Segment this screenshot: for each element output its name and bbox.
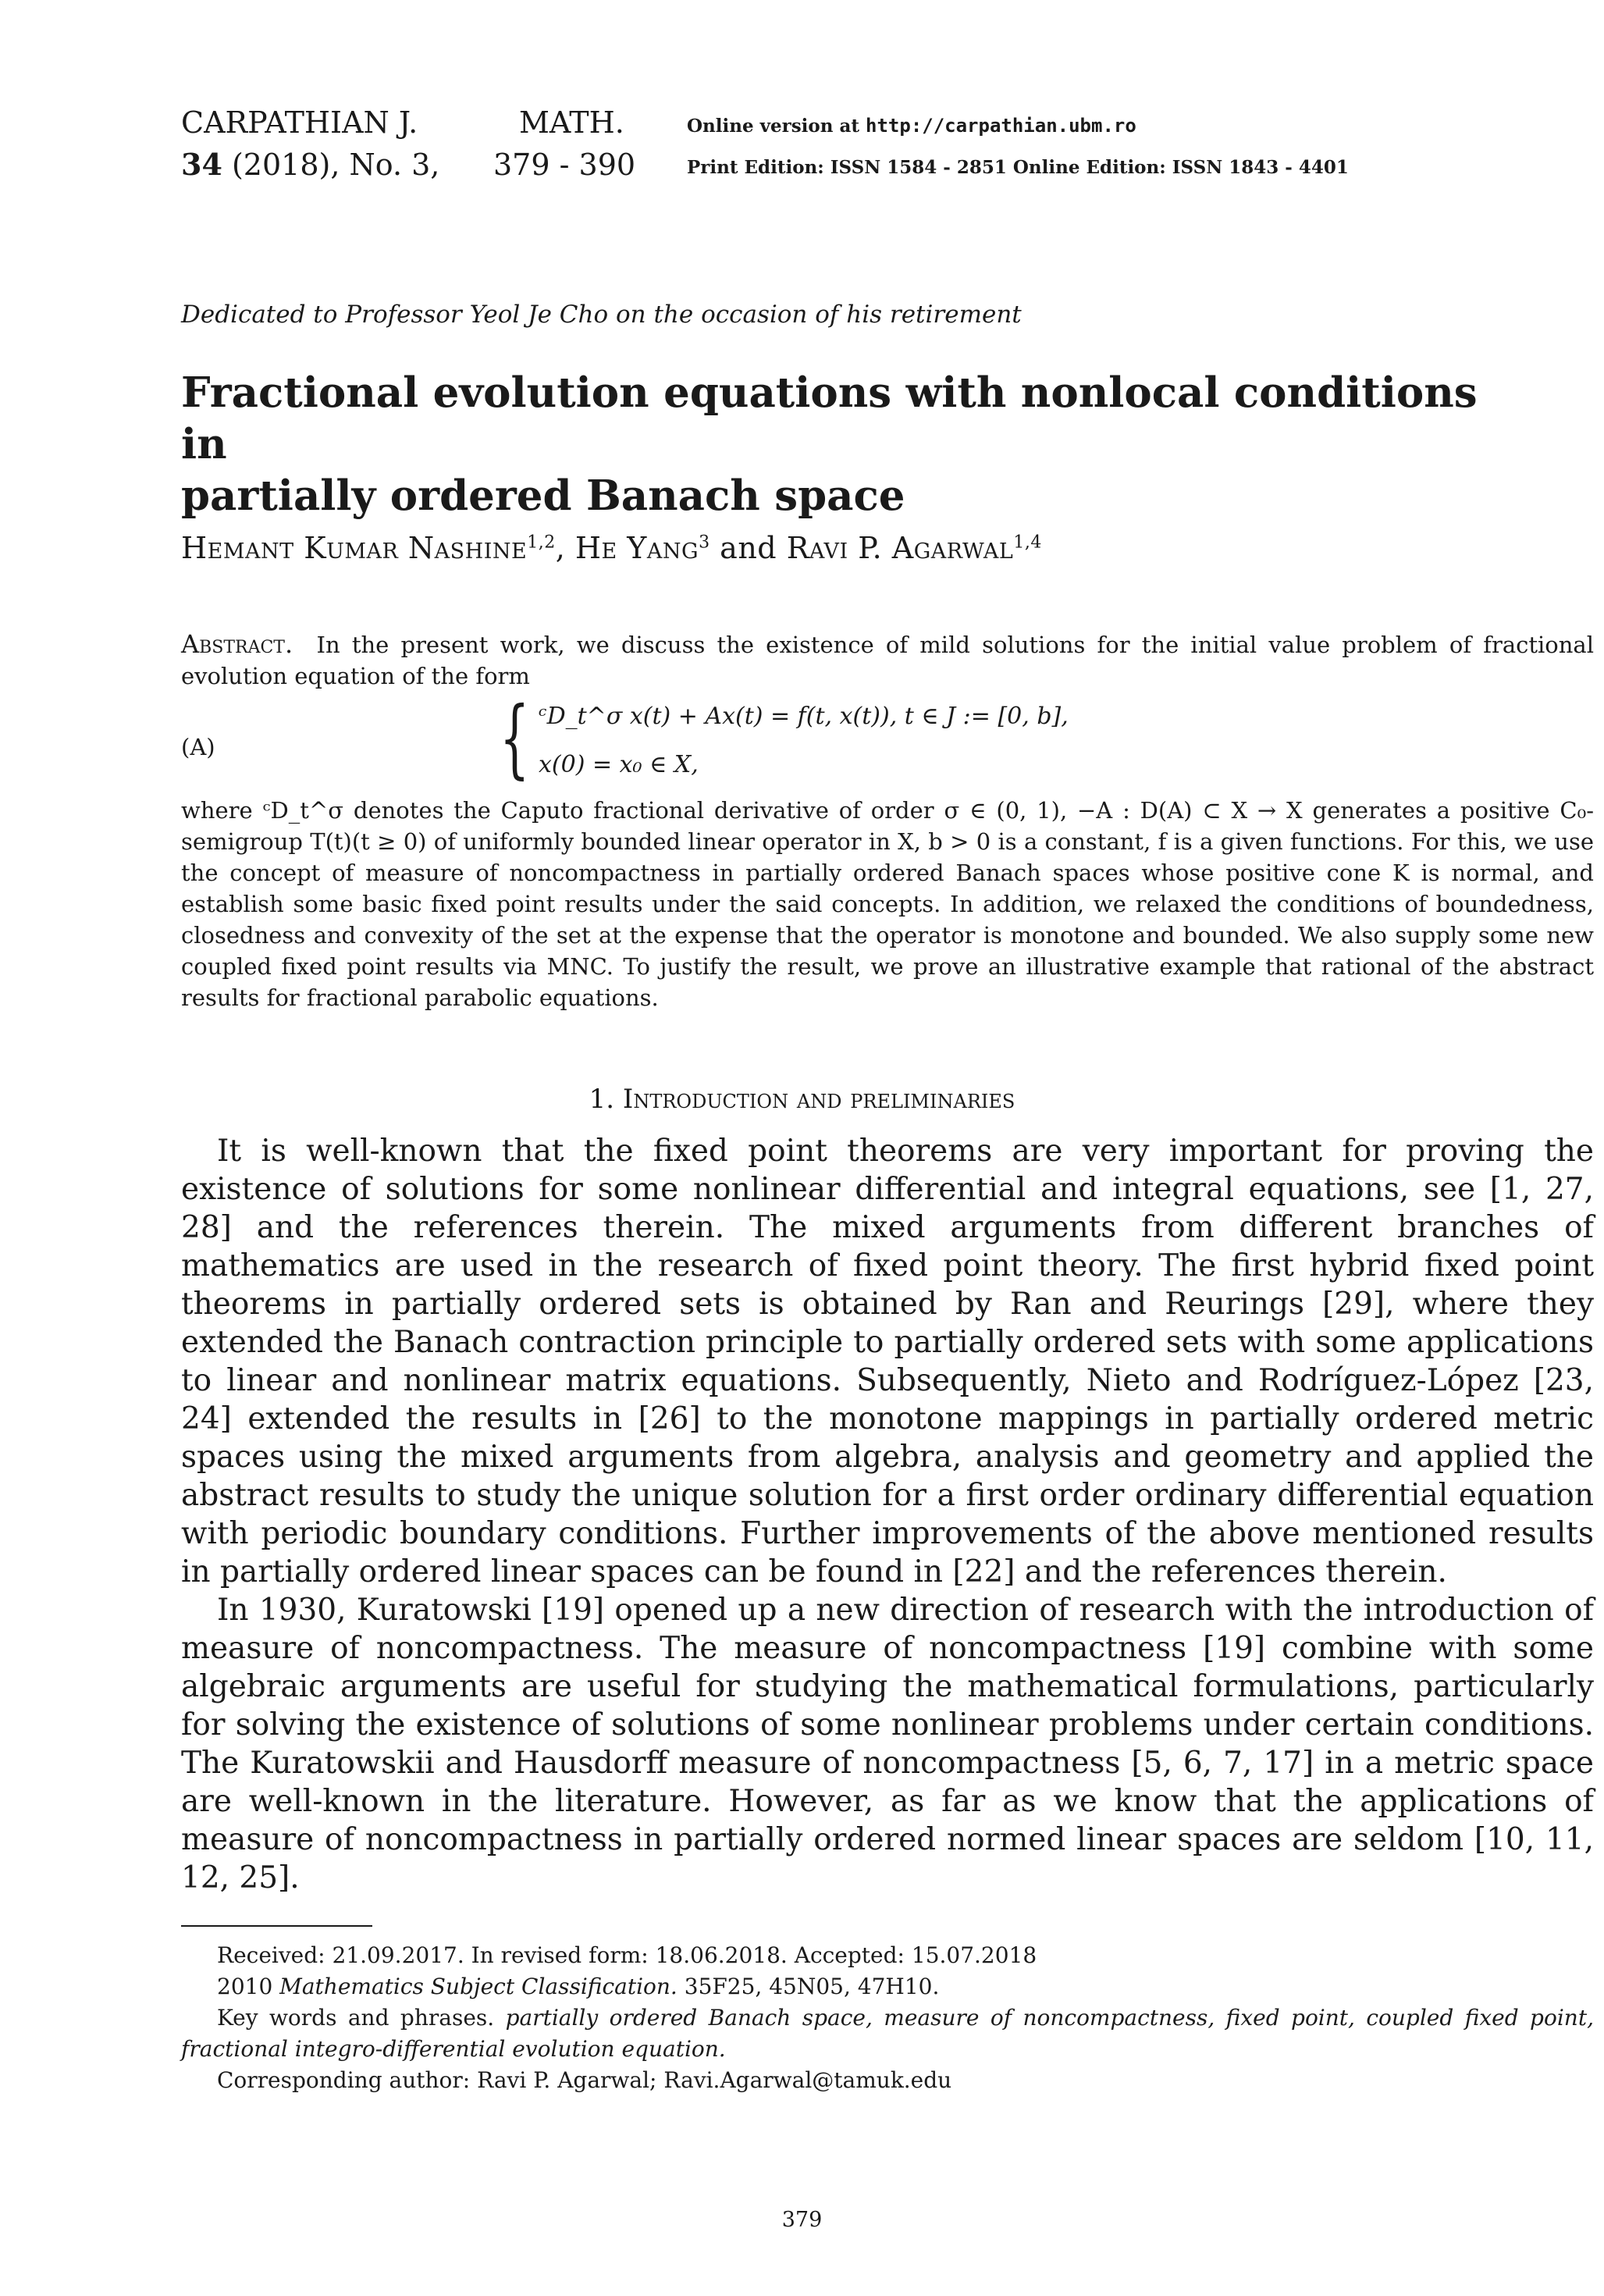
footnotes	[181, 1940, 1594, 2096]
equation-line-2: x(0) = x₀ ∈ X,	[539, 751, 699, 778]
keywords: Key words and phrases. partially ordered Banach space, measure of noncompactness, fixed point, coupled fixed point, fractional integro-differential evolution equation.	[181, 2005, 1594, 2062]
received-dates: Received: 21.09.2017. In revised form: 18.06.2018. Accepted: 15.07.2018	[217, 1942, 1037, 1968]
abstract-intro: Abstract. In the present work, we discuss the existence of mild solutions for the initial value problem of fractional evolution equation of the form	[181, 629, 1594, 689]
introduction-body	[181, 1132, 1594, 1897]
equation-line-1: ᶜD_t^σ x(t) + Ax(t) = f(t, x(t)), t ∈ J := [0, b],	[539, 703, 1069, 730]
dedication: Dedicated to Professor Yeol Je Cho on the occasion of his retirement	[181, 301, 1022, 329]
section-heading: 1. Introduction and preliminaries	[589, 1084, 1015, 1115]
abstract-body: where ᶜD_t^σ denotes the Caputo fractional derivative of order σ ∈ (0, 1), −A : D(A) ⊂ X → X generates a positive C₀-semigroup T(t)(t ≥ 0) of uniformly bounded linear operator in X, b > 0 is a constant, f is a given functions. For this, we use the concept of measure of noncompactness in partially ordered Banach spaces whose positive cone K is normal, and establish some basic fixed point results under the said concepts. In addition, we relaxed the conditions of boundedness, closedness and convexity of the set at the expense that the operator is monotone and bounded. We also supply some new coupled fixed point results via MNC. To justify the result, we prove an illustrative example that rational of the abstract results for fractional parabolic equations.	[181, 797, 1594, 1011]
corresponding-author: Corresponding author: Ravi P. Agarwal; Ravi.Agarwal@tamuk.edu	[217, 2067, 952, 2093]
journal-pages: 379 - 390	[493, 148, 636, 182]
footnote-rule	[181, 1925, 372, 1927]
msc-classification: 2010 Mathematics Subject Classification. 35F25, 45N05, 47H10.	[217, 1974, 940, 1999]
journal-volume: 34 (2018), No. 3,	[181, 147, 440, 182]
online-version: Online version at http://carpathian.ubm.ro	[687, 115, 1136, 137]
paragraph: In 1930, Kuratowski [19] opened up a new direction of research with the introduction of measure of noncompactness. The measure of noncompactness [19] combine with some algebraic arguments are useful for studying the mathematical formulations, particularly for solving the existence of solutions of some nonlinear problems under certain conditions. The Kuratowskii and Hausdorff measure of noncompactness [5, 6, 7, 17] in a metric space are well-known in the literature. However, as far as we know that the applications of measure of noncompactness in partially ordered normed linear spaces are seldom [10, 11, 12, 25].	[181, 1593, 1594, 1896]
equation-label: (A)	[181, 734, 215, 760]
paragraph: It is well-known that the fixed point theorems are very important for proving the existence of solutions for some nonlinear differential and integral equations, see [1, 27, 28] and the references therein. The mixed arguments from different branches of mathematics are used in the research of fixed point theory. The first hybrid fixed point theorems in partially ordered sets is obtained by Ran and Reurings [29], where they extended the Banach contraction principle to partially ordered sets with some applications to linear and nonlinear matrix equations. Subsequently, Nieto and Rodríguez-López [23, 24] extended the results in [26] to the monotone mappings in partially ordered metric spaces using the mixed arguments from algebra, analysis and geometry and applied the abstract results to study the unique solution for a first order ordinary differential equation with periodic boundary conditions. Further improvements of the above mentioned results in partially ordered linear spaces can be found in [22] and the references therein.	[181, 1134, 1594, 1589]
print-edition: Print Edition: ISSN 1584 - 2851 Online Edition: ISSN 1843 - 4401	[687, 157, 1349, 178]
authors: Hemant Kumar Nashine$^{1,2}$, He Yang$^3$ and Ravi P. Agarwal$^{1,4}$	[181, 531, 1042, 565]
online-url[interactable]: http://carpathian.ubm.ro	[866, 115, 1136, 137]
journal-name: CARPATHIAN J.	[181, 105, 418, 140]
journal-math: MATH.	[519, 105, 624, 140]
page-number: 379	[781, 2208, 823, 2232]
paper-title: Fractional evolution equations with nonlocal conditions in partially ordered Banach space	[181, 368, 1478, 520]
equation-brace: {	[500, 688, 530, 788]
